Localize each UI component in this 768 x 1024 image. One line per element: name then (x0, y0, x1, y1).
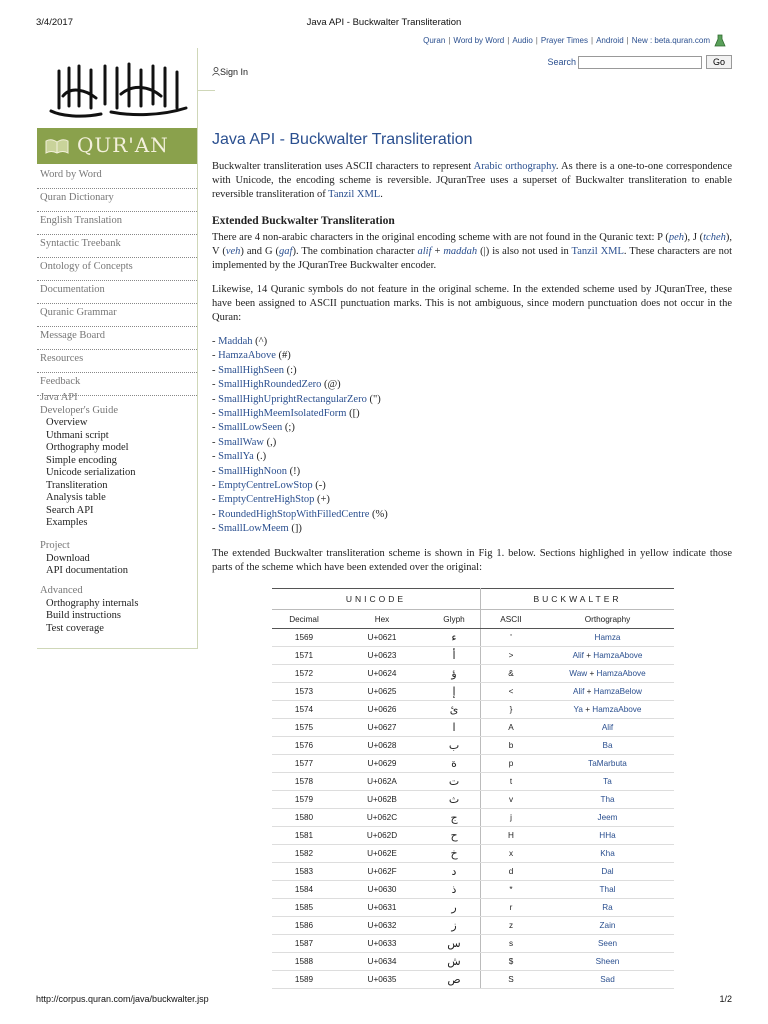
sidebar-link-uthmani-script[interactable]: Uthmani script (46, 429, 109, 441)
cell-decimal: 1587 (272, 935, 336, 953)
cell-glyph: خ (428, 845, 481, 863)
cell-glyph: ء (428, 629, 481, 647)
symbol-code: (:) (286, 364, 297, 376)
nav-prayer-times[interactable]: Prayer Times (540, 36, 588, 45)
sidebar-link-test-coverage[interactable]: Test coverage (46, 622, 104, 634)
cell-ascii: ' (481, 629, 542, 647)
symbol-code: (#) (278, 350, 291, 362)
buckwalter-table (272, 588, 674, 989)
nav-word-by-word[interactable]: Word by Word (453, 36, 505, 45)
table-row (272, 953, 674, 971)
table-row (272, 719, 674, 737)
cell-orthography: Ya + HamzaAbove (541, 701, 674, 719)
symbol-link[interactable]: SmallHighRoundedZero (218, 379, 322, 391)
sidebar-java-api-section (40, 392, 136, 530)
orthography-link[interactable]: HamzaAbove (592, 705, 642, 714)
orthography-link[interactable]: Ra (602, 903, 613, 912)
sidebar-item-message-board[interactable]: Message Board (37, 327, 197, 350)
cell-glyph: ة (428, 755, 481, 773)
col-orthography: Orthography (541, 610, 674, 629)
cell-ascii: x (481, 845, 542, 863)
symbols-paragraph: Likewise, 14 Quranic symbols do not feature in the original scheme. In the extended scheme used by JQuranTree, these have been assigned to ASCII punctuation marks. This is not ambiguous, since modern punctuation does not occur in the Quran: (212, 284, 732, 323)
symbol-list (212, 335, 732, 537)
page-title: Java API - Buckwalter Transliteration (212, 131, 473, 148)
orthography-link[interactable]: HamzaAbove (593, 651, 643, 660)
orthography-link[interactable]: Jeem (597, 813, 618, 822)
orthography-link[interactable]: Seen (597, 939, 618, 948)
cell-orthography: Alif + HamzaBelow (541, 683, 674, 701)
col-decimal: Decimal (272, 610, 336, 629)
cell-orthography (541, 773, 674, 791)
sidebar-item-resources[interactable]: Resources (37, 350, 197, 373)
cell-hex: U+062B (336, 791, 428, 809)
table-row (272, 773, 674, 791)
cell-decimal: 1589 (272, 971, 336, 989)
sidebar-item-english-translation[interactable]: English Translation (37, 212, 197, 235)
cell-glyph: ص (428, 971, 481, 989)
cell-glyph: أ (428, 647, 481, 665)
cell-decimal: 1580 (272, 809, 336, 827)
symbol-item: - Maddah (^) (212, 336, 268, 347)
cell-decimal: 1575 (272, 719, 336, 737)
search-label: Search (547, 57, 576, 67)
orthography-link[interactable]: HamzaBelow (593, 687, 642, 696)
orthography-link[interactable]: Waw (569, 669, 588, 678)
cell-glyph: ج (428, 809, 481, 827)
symbol-item: - SmallHighSeen (:) (212, 364, 297, 376)
cell-ascii: z (481, 917, 542, 935)
table-row (272, 863, 674, 881)
orthography-link[interactable]: Sheen (595, 957, 620, 966)
intro-paragraph: Buckwalter transliteration uses ASCII characters to represent Arabic orthography. As there is a one-to-one correspondence with Unicode, the encoding scheme is reversible. JQuranTree uses a superset of Buckwalter transliteration to enable reversible transliteration of Tanzil XML. (212, 161, 732, 200)
link-tcheh[interactable]: tcheh (703, 232, 726, 243)
cell-glyph: س (428, 935, 481, 953)
symbol-link[interactable]: EmptyCentreLowStop (218, 480, 313, 492)
cell-orthography (541, 917, 674, 935)
symbol-link[interactable]: SmallWaw (218, 436, 264, 448)
cell-orthography (541, 809, 674, 827)
table-row (272, 737, 674, 755)
sidebar-link-transliteration[interactable]: Transliteration (46, 479, 108, 491)
table-row (272, 971, 674, 989)
cell-ascii: b (481, 737, 542, 755)
cell-decimal: 1569 (272, 629, 336, 647)
orthography-link[interactable]: Alif (573, 687, 585, 696)
cell-orthography (541, 719, 674, 737)
cell-ascii: > (481, 647, 542, 665)
cell-glyph: إ (428, 683, 481, 701)
table-row (272, 683, 674, 701)
cell-orthography (541, 629, 674, 647)
table-row (272, 791, 674, 809)
table-row (272, 701, 674, 719)
cell-decimal: 1577 (272, 755, 336, 773)
sidebar-link-analysis-table[interactable]: Analysis table (46, 492, 106, 503)
cell-ascii: j (481, 809, 542, 827)
symbol-code: (;) (284, 422, 295, 434)
cell-hex: U+0633 (336, 935, 428, 953)
orthography-link[interactable]: Dal (601, 867, 614, 876)
sidebar-link-build-instructions[interactable]: Build instructions (46, 610, 121, 621)
sign-in-link[interactable] (212, 67, 248, 77)
table-row (272, 917, 674, 935)
table-row (272, 899, 674, 917)
cell-glyph: ؤ (428, 665, 481, 683)
symbol-link[interactable]: HamzaAbove (218, 350, 276, 362)
symbol-item: - SmallLowSeen (;) (212, 422, 295, 434)
go-button[interactable]: Go (706, 55, 732, 69)
orthography-link[interactable]: Ta (603, 777, 612, 786)
sidebar-item-documentation[interactable]: Documentation (37, 281, 197, 304)
cell-decimal: 1578 (272, 773, 336, 791)
cell-ascii: v (481, 791, 542, 809)
orthography-link[interactable]: Alif (572, 651, 584, 660)
cell-glyph: ش (428, 953, 481, 971)
sidebar-connector (197, 90, 215, 91)
cell-glyph: ئ (428, 701, 481, 719)
cell-hex: U+0634 (336, 953, 428, 971)
quran-logo[interactable] (37, 128, 197, 164)
cell-ascii: $ (481, 953, 542, 971)
sidebar-item-word-by-word[interactable]: Word by Word (37, 166, 197, 189)
flask-icon[interactable] (714, 34, 726, 48)
cell-hex: U+062C (336, 809, 428, 827)
cell-orthography: Alif + HamzaAbove (541, 647, 674, 665)
cell-orthography (541, 881, 674, 899)
symbol-link[interactable]: SmallHighNoon (218, 465, 287, 477)
link-veh[interactable]: veh (225, 246, 241, 257)
cell-orthography: Waw + HamzaAbove (541, 665, 674, 683)
cell-orthography (541, 863, 674, 881)
orthography-link[interactable]: Ba (602, 741, 613, 750)
symbol-item: - SmallHighRoundedZero (@) (212, 379, 341, 391)
sidebar-item-feedback[interactable]: Feedback (37, 373, 197, 396)
cell-orthography (541, 791, 674, 809)
cell-decimal: 1574 (272, 701, 336, 719)
sidebar-link-simple-encoding[interactable]: Simple encoding (46, 454, 117, 466)
cell-glyph: ز (428, 917, 481, 935)
cell-glyph: ذ (428, 881, 481, 899)
orthography-link[interactable]: Ya (573, 705, 583, 714)
cell-decimal: 1584 (272, 881, 336, 899)
cell-orthography (541, 935, 674, 953)
sidebar-link-download[interactable]: Download (46, 552, 90, 564)
table-row (272, 881, 674, 899)
main-content (212, 133, 732, 575)
cell-glyph: ب (428, 737, 481, 755)
cell-decimal: 1588 (272, 953, 336, 971)
sidebar-link-api-documentation[interactable]: API documentation (46, 565, 128, 576)
symbol-code: (@) (324, 379, 341, 391)
sidebar-link-examples[interactable]: Examples (46, 517, 88, 528)
link-tanzil-xml-2[interactable]: Tanzil XML (571, 246, 624, 257)
logo-wordmark: QUR'AN (77, 133, 169, 157)
cell-hex: U+0626 (336, 701, 428, 719)
cell-hex: U+0632 (336, 917, 428, 935)
cell-ascii: s (481, 935, 542, 953)
cell-orthography (541, 845, 674, 863)
cell-ascii: t (481, 773, 542, 791)
orthography-link[interactable]: HamzaAbove (596, 669, 646, 678)
cell-decimal: 1585 (272, 899, 336, 917)
cell-orthography (541, 899, 674, 917)
sidebar-nav (37, 166, 197, 396)
cell-glyph: ث (428, 791, 481, 809)
symbol-code: (+) (317, 494, 330, 506)
cell-hex: U+0629 (336, 755, 428, 773)
cell-ascii: < (481, 683, 542, 701)
cell-ascii: A (481, 719, 542, 737)
user-icon (212, 67, 220, 76)
group-header-buckwalter: BUCKWALTER (481, 589, 675, 610)
cell-hex: U+0625 (336, 683, 428, 701)
print-url: http://corpus.quran.com/java/buckwalter.jsp (36, 994, 209, 1004)
sidebar-link-overview[interactable]: Overview (46, 417, 88, 428)
sidebar-advanced-section (40, 585, 138, 635)
symbol-code: (]) (291, 523, 302, 535)
cell-hex: U+0624 (336, 665, 428, 683)
sidebar-link-orthography-internals[interactable]: Orthography internals (46, 597, 139, 609)
symbol-link[interactable]: SmallHighSeen (218, 364, 285, 376)
table-row (272, 755, 674, 773)
symbol-link[interactable]: SmallHighUprightRectangularZero (218, 393, 367, 405)
orthography-link[interactable]: Tha (600, 795, 615, 804)
cell-ascii: r (481, 899, 542, 917)
symbol-link[interactable]: SmallLowMeem (218, 523, 289, 535)
nav-audio[interactable]: Audio (512, 36, 533, 45)
print-title: Java API - Buckwalter Transliteration (306, 17, 462, 28)
table-row (272, 935, 674, 953)
sidebar-item-ontology[interactable]: Ontology of Concepts (37, 258, 197, 281)
cell-orthography (541, 737, 674, 755)
cell-hex: U+062E (336, 845, 428, 863)
symbol-item: - SmallYa (.) (212, 451, 267, 463)
symbol-link[interactable]: SmallYa (218, 451, 254, 463)
symbol-code: (!) (289, 465, 301, 477)
cell-glyph: ر (428, 899, 481, 917)
cell-decimal: 1572 (272, 665, 336, 683)
cell-glyph: ا (428, 719, 481, 737)
sign-in-label: Sign In (220, 67, 249, 77)
link-arabic-orthography[interactable]: Arabic orthography (473, 161, 556, 172)
symbol-code: (,) (266, 436, 277, 448)
symbol-link[interactable]: RoundedHighStopWithFilledCentre (218, 508, 370, 520)
cell-decimal: 1573 (272, 683, 336, 701)
cell-decimal: 1579 (272, 791, 336, 809)
cell-hex: U+062F (336, 863, 428, 881)
sidebar (37, 48, 198, 649)
nav-quran[interactable]: Quran (423, 36, 446, 45)
cell-glyph: ت (428, 773, 481, 791)
section-heading: Extended Buckwalter Transliteration (212, 215, 395, 227)
cell-hex: U+0628 (336, 737, 428, 755)
cell-orthography (541, 971, 674, 989)
sidebar-java-api[interactable]: Java API (40, 392, 78, 403)
top-nav: Quran | Word by Word | Audio | Prayer Times | Android | New : beta.quran.com (423, 36, 710, 45)
orthography-link[interactable]: Hamza (594, 633, 621, 642)
table-row (272, 845, 674, 863)
sidebar-link-search-api[interactable]: Search API (46, 504, 94, 516)
cell-ascii: d (481, 863, 542, 881)
nav-new-beta[interactable]: New : beta.quran.com (631, 36, 710, 45)
link-alif[interactable]: alif (417, 246, 432, 257)
symbol-link[interactable]: SmallLowSeen (218, 422, 283, 434)
cell-orthography (541, 755, 674, 773)
cell-decimal: 1576 (272, 737, 336, 755)
symbol-code: (^) (255, 336, 268, 347)
cell-ascii: p (481, 755, 542, 773)
cell-ascii: H (481, 827, 542, 845)
cell-orthography (541, 953, 674, 971)
table-row (272, 647, 674, 665)
col-ascii: ASCII (481, 610, 542, 629)
sidebar-project: Project (40, 540, 70, 551)
cell-hex: U+0631 (336, 899, 428, 917)
table-row (272, 827, 674, 845)
symbol-link[interactable]: EmptyCentreHighStop (218, 494, 315, 506)
open-book-icon (45, 138, 69, 154)
orthography-link[interactable]: TaMarbuta (588, 759, 627, 768)
link-gaf[interactable]: gaf (279, 246, 293, 257)
cell-decimal: 1583 (272, 863, 336, 881)
search-bar (547, 55, 732, 69)
symbol-link[interactable]: Maddah (218, 336, 253, 347)
symbol-item: - SmallHighUprightRectangularZero (") (212, 393, 381, 405)
sidebar-advanced: Advanced (40, 585, 83, 596)
cell-ascii: * (481, 881, 542, 899)
orthography-link[interactable]: Kha (600, 849, 615, 858)
symbol-item: - EmptyCentreHighStop (+) (212, 494, 330, 506)
cell-decimal: 1571 (272, 647, 336, 665)
orthography-link[interactable]: Sad (600, 975, 615, 984)
sidebar-link-orthography-model[interactable]: Orthography model (46, 442, 129, 453)
symbol-item: - RoundedHighStopWithFilledCentre (%) (212, 508, 388, 520)
cell-hex: U+0621 (336, 629, 428, 647)
symbol-item: - HamzaAbove (#) (212, 350, 291, 362)
table-row (272, 809, 674, 827)
sidebar-item-syntactic-treebank[interactable]: Syntactic Treebank (37, 235, 197, 258)
table-intro-paragraph: The extended Buckwalter transliteration scheme is shown in Fig 1. below. Sections highlighed in yellow indicate those parts of the scheme which have been extended over the original: (212, 547, 732, 573)
link-maddah[interactable]: maddah (443, 246, 478, 257)
orthography-link[interactable]: Zain (599, 921, 616, 930)
orthography-link[interactable]: HHa (599, 831, 616, 840)
symbol-item: - SmallWaw (,) (212, 436, 277, 448)
search-input[interactable] (578, 56, 702, 69)
cell-hex: U+0623 (336, 647, 428, 665)
table-row (272, 629, 674, 647)
symbol-code: (") (369, 393, 381, 405)
cell-orthography (541, 827, 674, 845)
col-hex: Hex (336, 610, 428, 629)
link-tanzil-xml[interactable]: Tanzil XML (328, 189, 381, 200)
table-row (272, 665, 674, 683)
cell-glyph: ح (428, 827, 481, 845)
symbol-code: (%) (372, 508, 388, 520)
symbol-code: (.) (256, 451, 267, 463)
sidebar-item-quran-dictionary[interactable]: Quran Dictionary (37, 189, 197, 212)
link-peh[interactable]: peh (668, 232, 684, 243)
sidebar-item-quranic-grammar[interactable]: Quranic Grammar (37, 304, 197, 327)
symbol-code: (-) (315, 480, 326, 492)
cell-glyph: د (428, 863, 481, 881)
cell-ascii: S (481, 971, 542, 989)
symbol-link[interactable]: SmallHighMeemIsolatedForm (218, 408, 347, 420)
col-glyph: Glyph (428, 610, 481, 629)
orthography-link[interactable]: Alif (601, 723, 614, 732)
cell-hex: U+062A (336, 773, 428, 791)
print-page-number: 1/2 (719, 994, 732, 1004)
shahada-calligraphy-logo (41, 56, 191, 126)
symbol-item: - SmallHighNoon (!) (212, 465, 301, 477)
sidebar-link-unicode-serialization[interactable]: Unicode serialization (46, 467, 136, 478)
sidebar-project-section (40, 540, 128, 578)
cell-decimal: 1586 (272, 917, 336, 935)
orthography-link[interactable]: Thal (599, 885, 616, 894)
symbol-item: - EmptyCentreLowStop (-) (212, 480, 326, 492)
cell-ascii: & (481, 665, 542, 683)
symbol-code: ([) (349, 408, 360, 420)
cell-hex: U+062D (336, 827, 428, 845)
symbol-item: - SmallLowMeem (]) (212, 523, 302, 535)
group-header-unicode: UNICODE (272, 589, 481, 610)
cell-hex: U+0635 (336, 971, 428, 989)
cell-decimal: 1582 (272, 845, 336, 863)
nav-android[interactable]: Android (596, 36, 624, 45)
nonarabic-paragraph: There are 4 non-arabic characters in the original encoding scheme with are not found in the Quranic text: P (peh), J (tcheh), V (veh) and G (gaf). The combination character alif + maddah (|) is also not used in Tanzil XML. These characters are not implemented by the JQuranTree Buckwalter encoder. (212, 232, 733, 271)
cell-ascii: } (481, 701, 542, 719)
cell-hex: U+0630 (336, 881, 428, 899)
cell-decimal: 1581 (272, 827, 336, 845)
cell-hex: U+0627 (336, 719, 428, 737)
symbol-item: - SmallHighMeemIsolatedForm ([) (212, 408, 360, 420)
sidebar-developers-guide: Developer's Guide (40, 404, 118, 416)
print-date: 3/4/2017 (36, 17, 73, 28)
